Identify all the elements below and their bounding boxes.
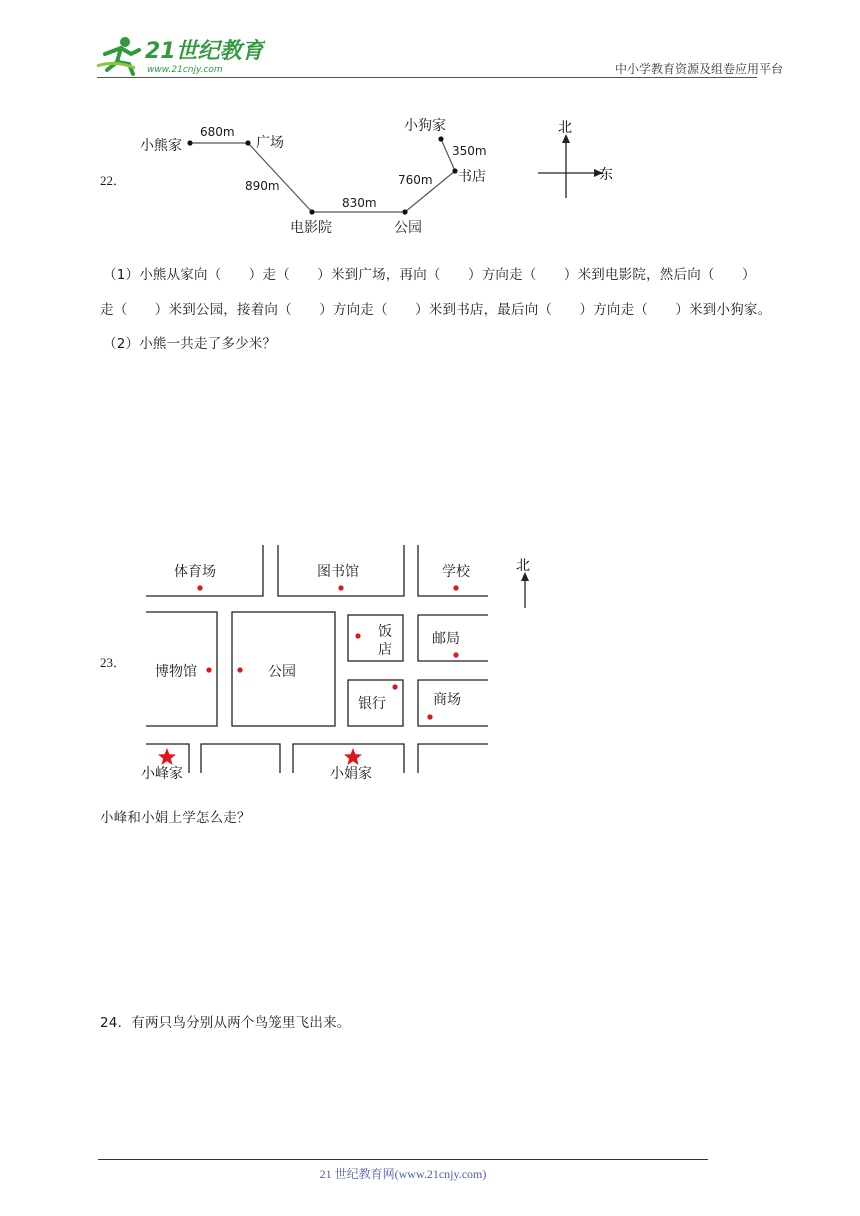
logo-url: www.21cnjy.com (147, 65, 223, 75)
label-school: 学校 (442, 564, 470, 580)
block-restaurant (348, 615, 403, 661)
q23-number: 23． (100, 655, 127, 670)
label-restaurant-2: 店 (378, 642, 392, 658)
museum-marker (206, 667, 211, 672)
q22-number: 22． (100, 173, 127, 188)
square-dot (245, 140, 250, 145)
q24-text: 24．有两只鸟分别从两个鸟笼里飞出来。 (100, 1015, 351, 1031)
label-park: 公园 (394, 220, 422, 236)
compass-east-label: 东 (599, 167, 613, 183)
label-restaurant-1: 饭 (378, 624, 392, 640)
site-logo (95, 32, 265, 77)
label-bear-home: 小熊家 (140, 138, 182, 154)
restaurant-marker (355, 633, 360, 638)
dist-bear-square: 680m (200, 125, 235, 139)
q22-part1-line1: （1）小熊从家向（ ）走（ ）米到广场，再向（ ）方向走（ ）米到电影院，然后向（ ） (103, 267, 756, 283)
footer-divider (98, 1159, 708, 1160)
label-feng-home: 小峰家 (141, 766, 183, 780)
juan-home-star-icon (344, 748, 362, 765)
header-platform-text: 中小学教育资源及组卷应用平台 (614, 62, 783, 76)
header-divider (97, 77, 757, 78)
footer-text: 21 世纪教育网(www.21cnjy.com) (319, 1167, 487, 1181)
label-park: 公园 (268, 664, 296, 680)
dist-bookstore-dog: 350m (452, 144, 487, 158)
compass (538, 120, 613, 198)
runner-logo-icon (97, 37, 139, 74)
bank-marker (392, 684, 397, 689)
mall-marker (427, 714, 432, 719)
stadium-marker (197, 585, 202, 590)
label-stadium: 体育场 (174, 564, 216, 580)
logo-title: 21世纪教育 (145, 39, 264, 64)
q22-part1-line2: 走（ ）米到公园，接着向（ ）方向走（ ）米到书店，最后向（ ）方向走（ ）米到小狗家。 (100, 302, 772, 318)
compass-north-label: 北 (558, 120, 572, 136)
dist-cinema-park: 830m (342, 196, 377, 210)
bookstore-dot (452, 168, 457, 173)
label-bank: 银行 (358, 696, 386, 712)
q23-north-label: 北 (516, 558, 530, 574)
cinema-dot (309, 209, 314, 214)
block-right-bottom (418, 744, 488, 773)
q23-question: 小峰和小娟上学怎么走？ (100, 810, 251, 826)
dog-home-dot (438, 136, 443, 141)
label-library: 图书馆 (317, 564, 359, 580)
library-marker (338, 585, 343, 590)
q23-compass (516, 558, 530, 608)
dist-park-bookstore: 760m (398, 173, 433, 187)
post-office-marker (453, 652, 458, 657)
label-museum: 博物馆 (155, 664, 197, 680)
label-cinema: 电影院 (290, 220, 332, 236)
label-bookstore: 书店 (458, 169, 486, 185)
bear-home-dot (187, 140, 192, 145)
feng-home-star-icon (158, 748, 176, 765)
label-dog-home: 小狗家 (404, 118, 446, 134)
q23-street-map (0, 540, 860, 780)
q22-route-map (0, 100, 860, 245)
q22-part2: （2）小熊一共走了多少米？ (103, 336, 277, 352)
dist-square-cinema: 890m (245, 179, 280, 193)
label-mall: 商场 (433, 692, 461, 708)
park-dot (402, 209, 407, 214)
school-marker (453, 585, 458, 590)
label-juan-home: 小娟家 (330, 766, 372, 780)
label-post-office: 邮局 (432, 631, 460, 647)
block-middle-bottom (201, 744, 280, 773)
label-square: 广场 (256, 135, 284, 151)
park-marker (237, 667, 242, 672)
route-square-cinema (248, 143, 312, 212)
